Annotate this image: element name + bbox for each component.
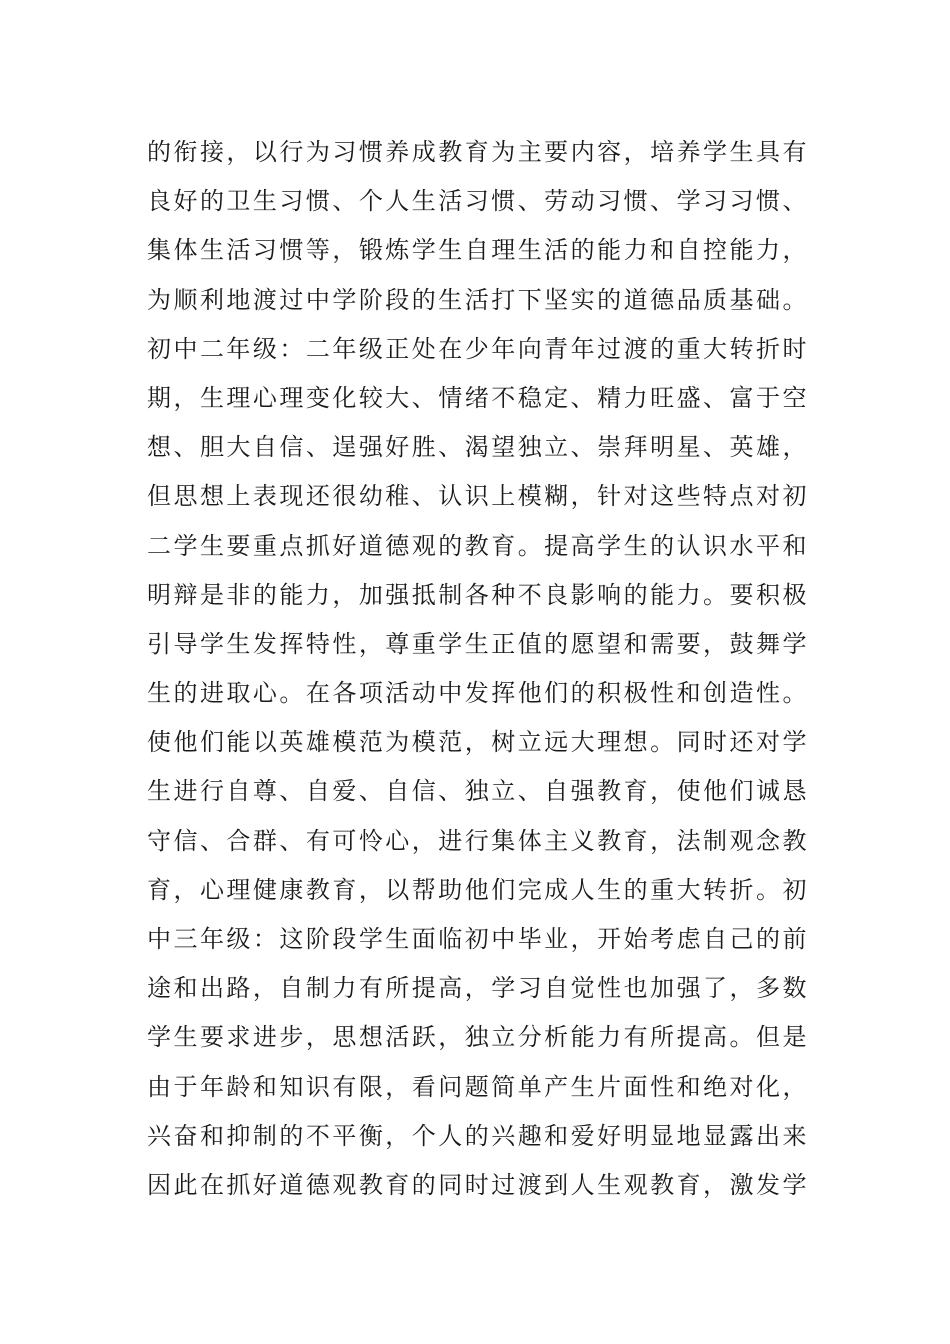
body-text [147, 128, 807, 1210]
text-line: 由于年龄和知识有限，看问题简单产生片面性和绝对化， [147, 1072, 807, 1101]
text-line: 明辩是非的能力，加强抵制各种不良影响的能力。要积极 [147, 580, 807, 609]
text-line: 中三年级：这阶段学生面临初中毕业，开始考虑自己的前 [147, 925, 807, 953]
text-line: 二学生要重点抓好道德观的教育。提高学生的认识水平和 [147, 531, 807, 560]
text-line: 使他们能以英雄模范为模范，树立远大理想。同时还对学 [147, 728, 807, 757]
text-line: 初中二年级：二年级正处在少年向青年过渡的重大转折时 [147, 334, 807, 363]
text-line: 良好的卫生习惯、个人生活习惯、劳动习惯、学习习惯、 [147, 187, 807, 216]
text-line: 的衔接，以行为习惯养成教育为主要内容，培养学生具有 [147, 138, 807, 166]
text-line: 因此在抓好道德观教育的同时过渡到人生观教育，激发学 [147, 1170, 807, 1199]
text-line: 引导学生发挥特性，尊重学生正值的愿望和需要，鼓舞学 [147, 629, 807, 658]
text-line: 生的进取心。在各项活动中发挥他们的积极性和创造性。 [147, 679, 807, 708]
text-line: 集体生活习惯等，锻炼学生自理生活的能力和自控能力， [147, 236, 807, 265]
text-line: 为顺利地渡过中学阶段的生活打下坚实的道德品质基础。 [147, 285, 807, 314]
text-line: 但思想上表现还很幼稚、认识上模糊，针对这些特点对初 [147, 482, 807, 511]
text-line: 育，心理健康教育，以帮助他们完成人生的重大转折。初 [147, 875, 807, 904]
text-line: 守信、合群、有可怜心，进行集体主义教育，法制观念教 [147, 826, 807, 855]
text-line: 想、胆大自信、逞强好胜、渴望独立、崇拜明星、英雄， [147, 433, 807, 462]
text-line: 学生要求进步，思想活跃，独立分析能力有所提高。但是 [147, 1023, 807, 1052]
text-line: 期，生理心理变化较大、情绪不稳定、精力旺盛、富于空 [147, 383, 807, 412]
text-line: 兴奋和抑制的不平衡，个人的兴趣和爱好明显地显露出来 [147, 1121, 807, 1150]
text-line: 生进行自尊、自爱、自信、独立、自强教育，使他们诚恳 [147, 777, 807, 806]
text-line: 途和出路，自制力有所提高，学习自觉性也加强了，多数 [147, 974, 807, 1003]
